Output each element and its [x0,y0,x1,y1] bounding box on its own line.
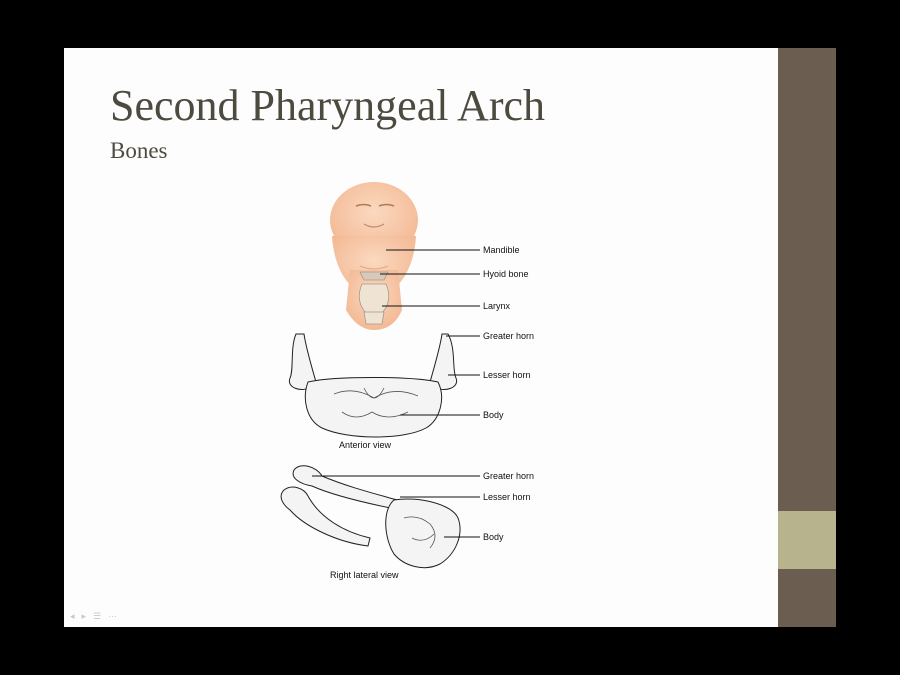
slide-subtitle: Bones [110,138,168,163]
hyoid-anterior-view [289,334,456,437]
previous-slide-icon[interactable]: ◂ [70,611,75,621]
hyoid-figure [64,48,778,627]
caption-anterior-view: Anterior view [339,440,392,450]
label-hyoid-bone: Hyoid bone [483,269,529,279]
label-lateral-lesser-horn: Lesser horn [483,492,531,502]
slide-title: Second Pharyngeal Arch [110,81,545,130]
more-options-icon[interactable]: ⋯ [108,611,118,621]
label-anterior-lesser-horn: Lesser horn [483,370,531,380]
head-illustration [330,182,418,330]
caption-right-lateral-view: Right lateral view [330,570,399,580]
label-anterior-greater-horn: Greater horn [483,331,535,341]
decorative-sidebar-accent [778,511,836,569]
label-larynx: Larynx [483,301,511,311]
label-lateral-body: Body [483,532,504,542]
label-anterior-body: Body [483,410,504,420]
hyoid-lateral-view [281,466,460,568]
label-mandible: Mandible [483,245,520,255]
menu-icon[interactable]: ☰ [93,611,102,621]
slideshow-controls [70,611,117,622]
slide [64,48,778,627]
next-slide-icon[interactable]: ▸ [81,611,87,621]
label-lateral-greater-horn: Greater horn [483,471,535,481]
